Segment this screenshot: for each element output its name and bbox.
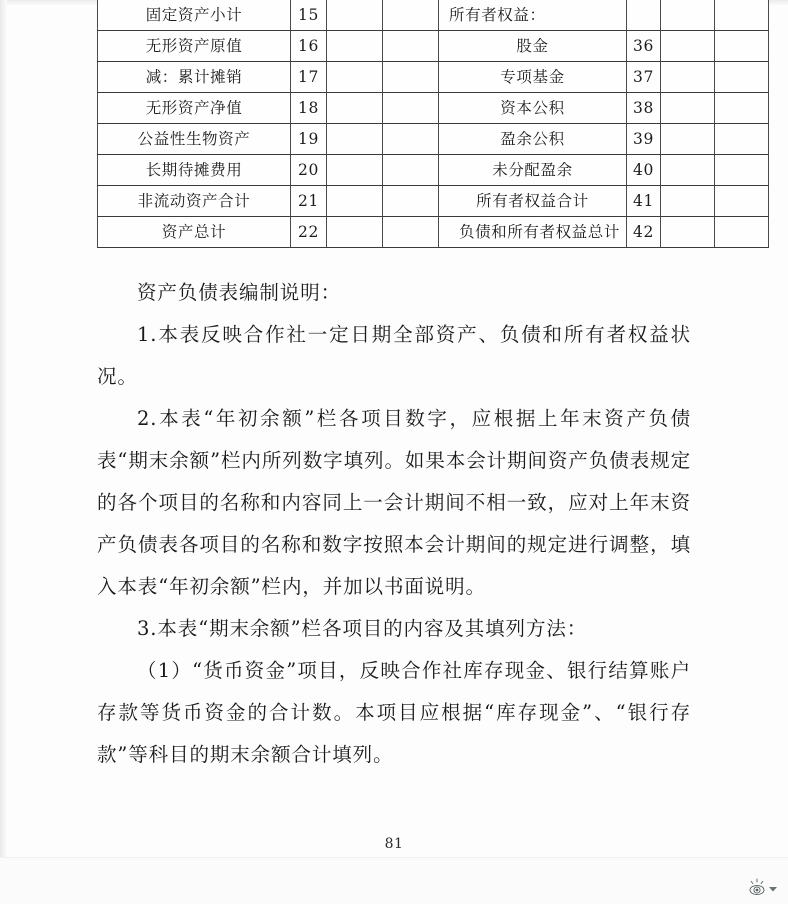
- liability-value-begin: [661, 217, 715, 248]
- liability-line-number: 36: [627, 31, 661, 62]
- liability-value-begin: [661, 0, 715, 31]
- liability-line-number: 38: [627, 93, 661, 124]
- asset-line-number: 17: [291, 62, 327, 93]
- liability-value-begin: [661, 93, 715, 124]
- liability-line-number: 37: [627, 62, 661, 93]
- asset-line-number: 18: [291, 93, 327, 124]
- notes-paragraph-3: 3.本表“期末余额”栏各项目的内容及其填列方法：: [137, 617, 588, 640]
- liability-value-end: [715, 62, 769, 93]
- asset-value-end: [383, 217, 439, 248]
- asset-value-end: [383, 0, 439, 31]
- asset-item-label: 公益性生物资产: [98, 124, 291, 155]
- liability-line-number: [627, 0, 661, 31]
- asset-value-end: [383, 93, 439, 124]
- asset-value-begin: [327, 186, 383, 217]
- asset-value-begin: [327, 217, 383, 248]
- asset-item-label: 无形资产原值: [98, 31, 291, 62]
- asset-value-begin: [327, 31, 383, 62]
- liability-value-begin: [661, 62, 715, 93]
- liability-value-end: [715, 186, 769, 217]
- liability-value-begin: [661, 155, 715, 186]
- table-row: [98, 186, 769, 217]
- liability-value-end: [715, 155, 769, 186]
- table-row: [98, 0, 769, 31]
- balance-sheet-notes: [97, 272, 691, 776]
- asset-value-begin: [327, 124, 383, 155]
- asset-line-number: 22: [291, 217, 327, 248]
- asset-value-begin: [327, 62, 383, 93]
- notes-paragraph-2: 2.本表“年初余额”栏各项目数字，应根据上年末资产负债表“期末余额”栏内所列数字填列。如果本会计期间资产负债表规定的各个项目的名称和内容同上一会计期间不相一致，应对上年末资产负债表各项目的名称和数字按照本会计期间的规定进行调整，填入本表“年初余额”栏内，并加以书面说明。: [97, 407, 691, 598]
- liability-item-label: 负债和所有者权益总计: [439, 217, 627, 248]
- table-row: [98, 93, 769, 124]
- table-row: [98, 31, 769, 62]
- asset-value-end: [383, 124, 439, 155]
- liability-item-label: 资本公积: [439, 93, 627, 124]
- asset-item-label: 减：累计摊销: [98, 62, 291, 93]
- liability-item-label: 专项基金: [439, 62, 627, 93]
- liability-value-begin: [661, 186, 715, 217]
- balance-sheet-table-body: [98, 0, 769, 248]
- liability-line-number: 39: [627, 124, 661, 155]
- asset-line-number: 20: [291, 155, 327, 186]
- table-row: [98, 217, 769, 248]
- table-row: [98, 124, 769, 155]
- asset-value-begin: [327, 93, 383, 124]
- asset-item-label: 无形资产净值: [98, 93, 291, 124]
- liability-item-label: 所有者权益：: [439, 0, 627, 31]
- liability-value-begin: [661, 31, 715, 62]
- liability-value-end: [715, 31, 769, 62]
- asset-item-label: 非流动资产合计: [98, 186, 291, 217]
- asset-line-number: 15: [291, 0, 327, 31]
- eye-brightness-icon: [748, 878, 784, 898]
- liability-line-number: 41: [627, 186, 661, 217]
- liability-item-label: 未分配盈余: [439, 155, 627, 186]
- liability-item-label: 股金: [439, 31, 627, 62]
- asset-line-number: 16: [291, 31, 327, 62]
- asset-value-end: [383, 155, 439, 186]
- liability-line-number: 42: [627, 217, 661, 248]
- asset-value-end: [383, 186, 439, 217]
- page-edge-left: [0, 0, 7, 904]
- liability-value-begin: [661, 124, 715, 155]
- balance-sheet-table: [97, 0, 769, 248]
- table-row: [98, 62, 769, 93]
- liability-value-end: [715, 93, 769, 124]
- asset-line-number: 19: [291, 124, 327, 155]
- asset-value-begin: [327, 0, 383, 31]
- notes-paragraph-1: 1.本表反映合作社一定日期全部资产、负债和所有者权益状况。: [97, 323, 691, 388]
- liability-value-end: [715, 217, 769, 248]
- liability-line-number: 40: [627, 155, 661, 186]
- page-edge-bottom: [0, 857, 788, 904]
- asset-item-label: 长期待摊费用: [98, 155, 291, 186]
- liability-item-label: 所有者权益合计: [439, 186, 627, 217]
- liability-item-label: 盈余公积: [439, 124, 627, 155]
- table-row: [98, 155, 769, 186]
- liability-value-end: [715, 124, 769, 155]
- asset-item-label: 固定资产小计: [98, 0, 291, 31]
- asset-value-end: [383, 31, 439, 62]
- asset-line-number: 21: [291, 186, 327, 217]
- liability-value-end: [715, 0, 769, 31]
- asset-value-begin: [327, 155, 383, 186]
- asset-item-label: 资产总计: [98, 217, 291, 248]
- asset-value-end: [383, 62, 439, 93]
- notes-heading: 资产负债表编制说明：: [137, 281, 342, 304]
- page-number: 81: [384, 836, 404, 852]
- notes-paragraph-4: （1）“货币资金”项目，反映合作社库存现金、银行结算账户存款等货币资金的合计数。本项目应根据“库存现金”、“银行存款”等科目的期末余额合计填列。: [97, 659, 691, 766]
